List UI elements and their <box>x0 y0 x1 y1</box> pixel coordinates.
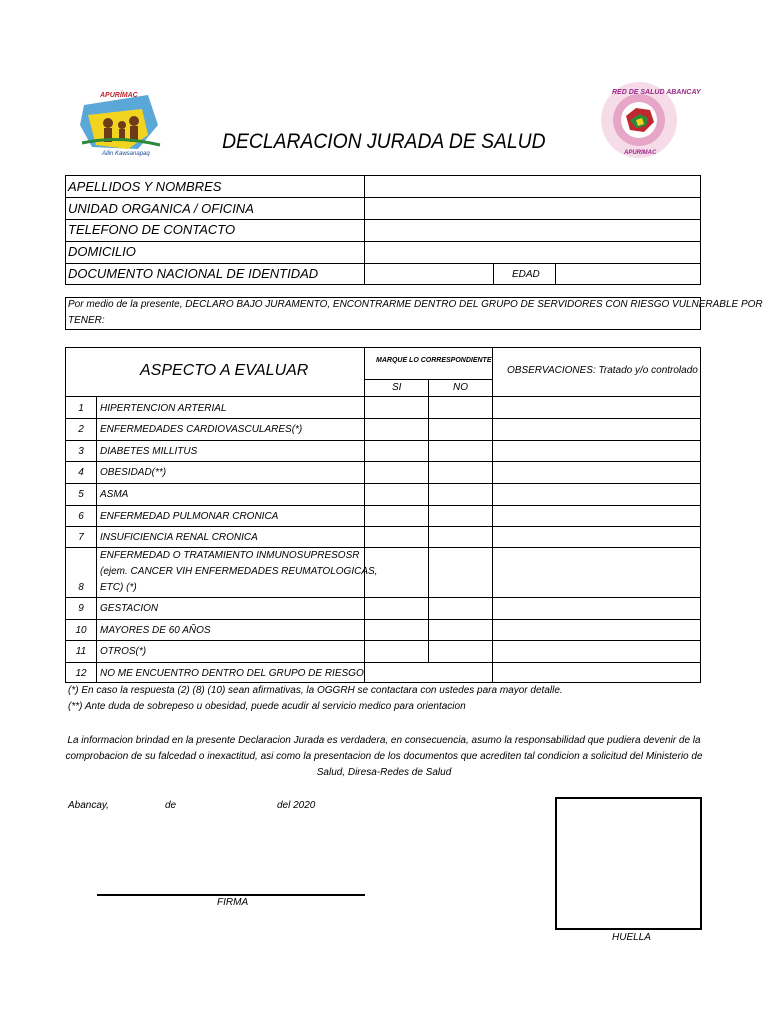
fingerprint-box[interactable] <box>555 797 702 930</box>
row-label: GESTACION <box>100 603 159 614</box>
svg-text:Allin Kawsanapaq: Allin Kawsanapaq <box>102 151 150 157</box>
aspect-header: ASPECTO A EVALUAR <box>140 362 309 379</box>
firma-label: FIRMA <box>217 897 249 908</box>
row-label: INSUFICIENCIA RENAL CRONICA <box>100 532 258 543</box>
page-title: DECLARACION JURADA DE SALUD <box>222 130 546 153</box>
row-number: 1 <box>78 403 84 414</box>
edad-field[interactable] <box>556 264 700 285</box>
edad-label: EDAD <box>512 269 540 280</box>
telefono-label: TELEFONO DE CONTACTO <box>68 222 236 237</box>
unidad-label: UNIDAD ORGANICA / OFICINA <box>68 201 254 216</box>
row-number: 5 <box>78 489 84 500</box>
dni-label: DOCUMENTO NACIONAL DE IDENTIDAD <box>68 266 319 281</box>
dni-field[interactable] <box>365 264 493 285</box>
row-number: 10 <box>75 625 87 636</box>
row-number: 6 <box>78 511 84 522</box>
apellidos-field[interactable] <box>365 176 700 197</box>
row-label: (ejem. CANCER VIH ENFERMEDADES REUMATOLOGICAS, <box>100 566 378 577</box>
huella-label: HUELLA <box>612 932 651 943</box>
row-label: NO ME ENCUENTRO DENTRO DEL GRUPO DE RIESGO <box>100 668 364 679</box>
year-label: del 2020 <box>277 800 316 811</box>
observaciones-header: OBSERVACIONES: Tratado y/o controlado <box>507 365 698 376</box>
red-salud-abancay-logo <box>596 80 701 160</box>
row-label: HIPERTENCION ARTERIAL <box>100 403 227 414</box>
apellidos-label: APELLIDOS Y NOMBRES <box>68 179 222 194</box>
row-number: 11 <box>75 646 87 657</box>
svg-text:RED DE SALUD ABANCAY: RED DE SALUD ABANCAY <box>612 89 701 96</box>
signature-line[interactable] <box>97 894 365 896</box>
svg-text:APURIMAC: APURIMAC <box>624 150 657 156</box>
row-label: OTROS(*) <box>100 646 147 657</box>
mark-header: MARQUE LO CORRESPONDIENTE <box>376 357 492 364</box>
row-label: ENFERMEDADES CARDIOVASCULARES(*) <box>100 424 303 435</box>
no-header: NO <box>453 382 468 393</box>
row-number: 3 <box>78 446 84 457</box>
row-number: 12 <box>75 668 87 679</box>
row-label: ENFERMEDAD PULMONAR CRONICA <box>100 511 279 522</box>
paragraph-line-2: comprobacion de su falcedad o inexactitud, asi como la presentacion de los documentos que acrediten tal condicion a solicitud del Ministerio de <box>65 751 703 762</box>
row-label: ASMA <box>100 489 129 500</box>
declaration-text: Por medio de la presente, DECLARO BAJO JURAMENTO, ENCONTRARME DENTRO DEL GRUPO DE SERVIDORES CON RIESGO VULNERABLE POR <box>68 299 763 310</box>
paragraph-line-3: Salud, Diresa-Redes de Salud <box>316 767 452 778</box>
row-label: ENFERMEDAD O TRATAMIENTO INMUNOSUPRESOSR <box>100 550 360 561</box>
apurimac-logo <box>78 85 164 157</box>
de-label: de <box>165 800 177 811</box>
domicilio-field[interactable] <box>365 242 700 263</box>
note-1: (*) En caso la respuesta (2) (8) (10) sean afirmativas, la OGGRH se contactara con ustedes para mayor detalle. <box>68 685 563 696</box>
note-2: (**) Ante duda de sobrepeso u obesidad, puede acudir al servicio medico para orientacion <box>68 701 466 712</box>
row-number: 2 <box>78 424 84 435</box>
row-label: OBESIDAD(**) <box>100 467 167 478</box>
row-label: ETC) (*) <box>100 582 137 593</box>
responsibility-paragraph <box>60 733 708 781</box>
unidad-field[interactable] <box>365 198 700 219</box>
paragraph-line-1: La informacion brindad en la presente Declaracion Jurada es verdadera, en consecuencia, asumo la responsabilidad que pudiera devenir de la <box>67 735 701 746</box>
telefono-field[interactable] <box>365 220 700 241</box>
domicilio-label: DOMICILIO <box>68 244 136 259</box>
row-number: 7 <box>78 532 84 543</box>
place-label: Abancay, <box>68 800 109 811</box>
row-label: DIABETES MILLITUS <box>100 446 198 457</box>
declaration-text-2: TENER: <box>68 315 105 326</box>
row-number: 9 <box>78 603 84 614</box>
row-number: 8 <box>78 582 84 593</box>
si-header: SI <box>392 382 402 393</box>
row-number: 4 <box>78 467 84 478</box>
row-label: MAYORES DE 60 AÑOS <box>100 625 211 636</box>
svg-text:APURÍMAC: APURÍMAC <box>100 92 138 99</box>
